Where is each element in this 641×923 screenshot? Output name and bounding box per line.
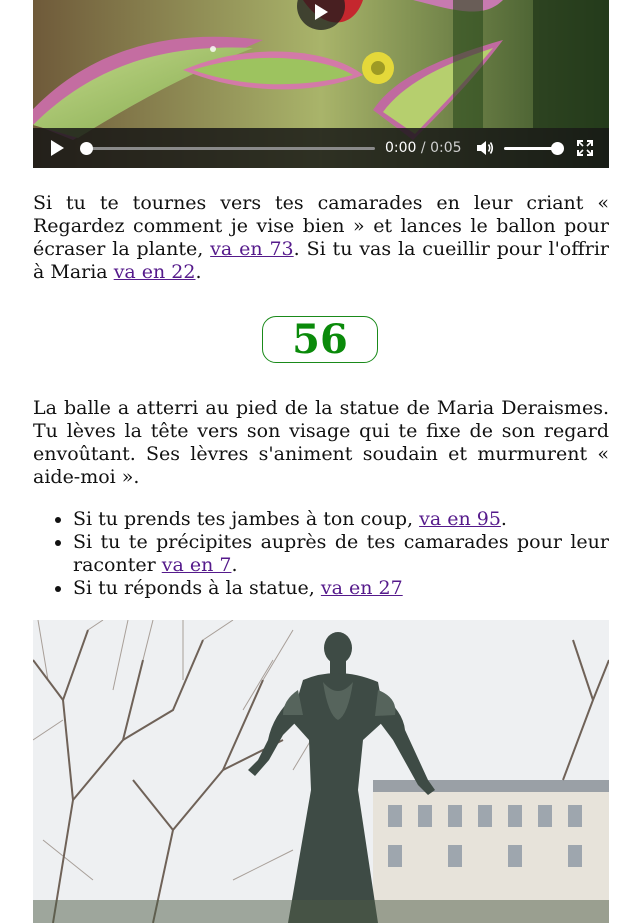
statue-image	[33, 620, 609, 923]
story-paragraph: La balle a atterri au pied de la statue de Maria Deraismes. Tu lèves la tête vers son visage qui te fixe de son regard envoûtant. Ses lèvres s'animent soudain et murmurent « aide-moi ».	[33, 397, 609, 488]
link-73[interactable]: va en 73	[210, 238, 294, 260]
play-icon	[314, 4, 328, 20]
choice-text: Si tu te précipites auprès de tes camarades pour leur raconter	[73, 531, 609, 576]
time-display	[385, 139, 462, 157]
fullscreen-icon[interactable]	[577, 140, 593, 156]
choice-end: .	[500, 508, 507, 530]
intro-text-end: .	[195, 261, 202, 283]
video-player[interactable]	[33, 0, 609, 168]
choice-text: Si tu réponds à la statue,	[73, 577, 321, 599]
video-controls	[33, 128, 609, 168]
intro-paragraph	[33, 192, 609, 284]
intro-text: Si tu te tournes vers tes camarades en leur criant « Regardez comment je vise bien » et lances le ballon pour écraser la plante,	[33, 192, 609, 260]
time-separator: /	[420, 140, 426, 156]
play-icon[interactable]	[49, 140, 65, 156]
volume-icon[interactable]	[476, 139, 494, 157]
choice-item	[73, 577, 609, 600]
choice-text: Si tu prends tes jambes à ton coup,	[73, 508, 420, 530]
statue-photo	[33, 620, 609, 923]
link-7[interactable]: va en 7	[161, 554, 232, 576]
section-number-badge: 56	[262, 316, 378, 363]
progress-handle[interactable]	[80, 142, 93, 155]
link-22[interactable]: va en 22	[113, 261, 196, 283]
choice-item	[73, 531, 609, 577]
intro-text-middle: . Si tu vas la cueillir pour l'offrir à Maria	[33, 238, 609, 283]
volume-handle[interactable]	[551, 142, 564, 155]
link-95[interactable]: va en 95	[419, 508, 501, 530]
progress-track[interactable]	[87, 147, 375, 150]
choices-list	[33, 508, 609, 600]
current-time: 0:00	[385, 140, 417, 156]
choice-item	[73, 508, 609, 531]
duration: 0:05	[430, 140, 462, 156]
choice-end: .	[231, 554, 238, 576]
link-27[interactable]: va en 27	[320, 577, 403, 599]
